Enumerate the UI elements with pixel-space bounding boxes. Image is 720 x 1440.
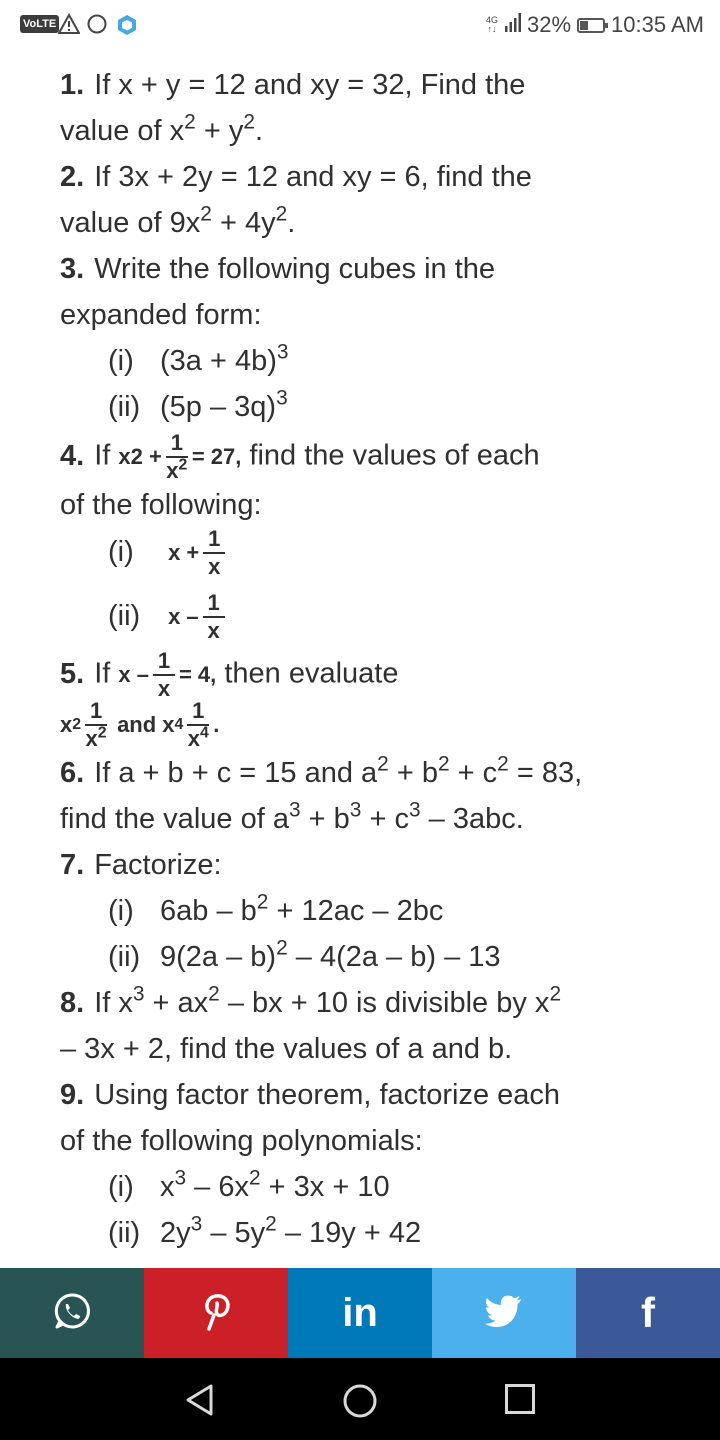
- battery-icon: [577, 18, 605, 33]
- question-1: 1. If x + y = 12 and xy = 32, Find the value of $x^2 + y^2$.: [60, 69, 526, 147]
- status-bar: [0, 0, 720, 50]
- clock: 10:35 AM: [611, 12, 704, 37]
- network-type: 4G ↑↓: [485, 15, 498, 34]
- question-3-part-ii: (ii) (5p – 3q)$^3$: [108, 386, 288, 423]
- facebook-icon: f: [641, 1289, 655, 1336]
- facebook-share-button[interactable]: [576, 1268, 720, 1358]
- signal-icon: [505, 12, 521, 38]
- recents-icon[interactable]: [504, 1383, 536, 1420]
- share-bar: [0, 1268, 720, 1358]
- question-3: 3. Write the following cubes in the expanded form: (i) $(3a + 4b)^3$ (ii) (5p – 3q)$^3$: [60, 246, 700, 430]
- whatsapp-share-button[interactable]: [0, 1268, 144, 1358]
- question-4-part-ii: (ii) x – $\frac{1}{x}$: [60, 592, 700, 650]
- question-8: 8. If $x^3 + ax^2$ – bx + 10 is divisible by $x^2$ – 3x + 2, find the values of a and b.: [60, 982, 562, 1065]
- volte-badge: VoLTE: [20, 15, 59, 33]
- question-6: 6. If a + b + c = 15 and $a^2 + b^2 + c^2 = 83$, find the value of $a^3 + b^3 + c^3 - 3abc$.: [60, 752, 583, 835]
- twitter-icon: [485, 1295, 523, 1332]
- system-nav-bar: [0, 1358, 720, 1440]
- question-list: [60, 62, 700, 1256]
- linkedin-share-button[interactable]: [288, 1268, 432, 1358]
- question-9-part-ii: (ii) $2y^3 - 5y^2 - 19y + 42$: [108, 1212, 422, 1249]
- question-3-part-i: (i) $(3a + 4b)^3$: [108, 340, 289, 377]
- twitter-share-button[interactable]: [432, 1268, 576, 1358]
- question-7-part-i: (i) $6ab - b^2 + 12ac - 2bc$: [108, 890, 444, 927]
- question-7-part-ii: (ii) 9(2a – b)$^2$ – 4(2a – b) – 13: [108, 936, 501, 973]
- question-9: 9. Using factor theorem, factorize each of the following polynomials: (i) $x^3 - 6x^2 + 3x + 10$ (ii) $2y^3 - 5y^2 - 19y + 42$: [60, 1072, 700, 1256]
- question-9-part-i: (i) $x^3 - 6x^2 + 3x + 10$: [108, 1166, 390, 1203]
- question-5: 5. If x – $\frac{1}{x}$ = 4, then evaluate x 2 $\frac{1}{x^2}$ and x 4 $\frac{1}{x^4}$ .: [60, 648, 399, 751]
- question-4-part-i: (i) x + $\frac{1}{x}$: [60, 528, 700, 592]
- sync-icon: [86, 13, 108, 40]
- linkedin-icon: in: [342, 1290, 378, 1335]
- box-icon: [115, 13, 139, 42]
- home-icon[interactable]: [342, 1383, 378, 1424]
- pinterest-share-button[interactable]: [144, 1268, 288, 1358]
- pinterest-icon: [199, 1291, 233, 1336]
- q4-math: x2 + $\frac{1}{x^2}$ = 27,: [118, 430, 242, 483]
- question-7: 7. Factorize: (i) $6ab - b^2 + 12ac - 2bc$ (ii) 9(2a – b)$^2$ – 4(2a – b) – 13: [60, 842, 700, 980]
- whatsapp-icon: [53, 1292, 91, 1335]
- question-4: 4. If x2 + $\frac{1}{x^2}$ = 27, find the values of each of the following: (i) x + $\frac{1}{x}$ (ii) x – $\frac{1}{x}$: [60, 432, 700, 650]
- battery-percent: 32%: [527, 12, 572, 37]
- question-2: 2. If 3x + 2y = 12 and xy = 6, find the value of $9x^2 + 4y^2$.: [60, 161, 532, 239]
- back-icon[interactable]: [183, 1383, 217, 1422]
- warning-icon: [58, 13, 80, 40]
